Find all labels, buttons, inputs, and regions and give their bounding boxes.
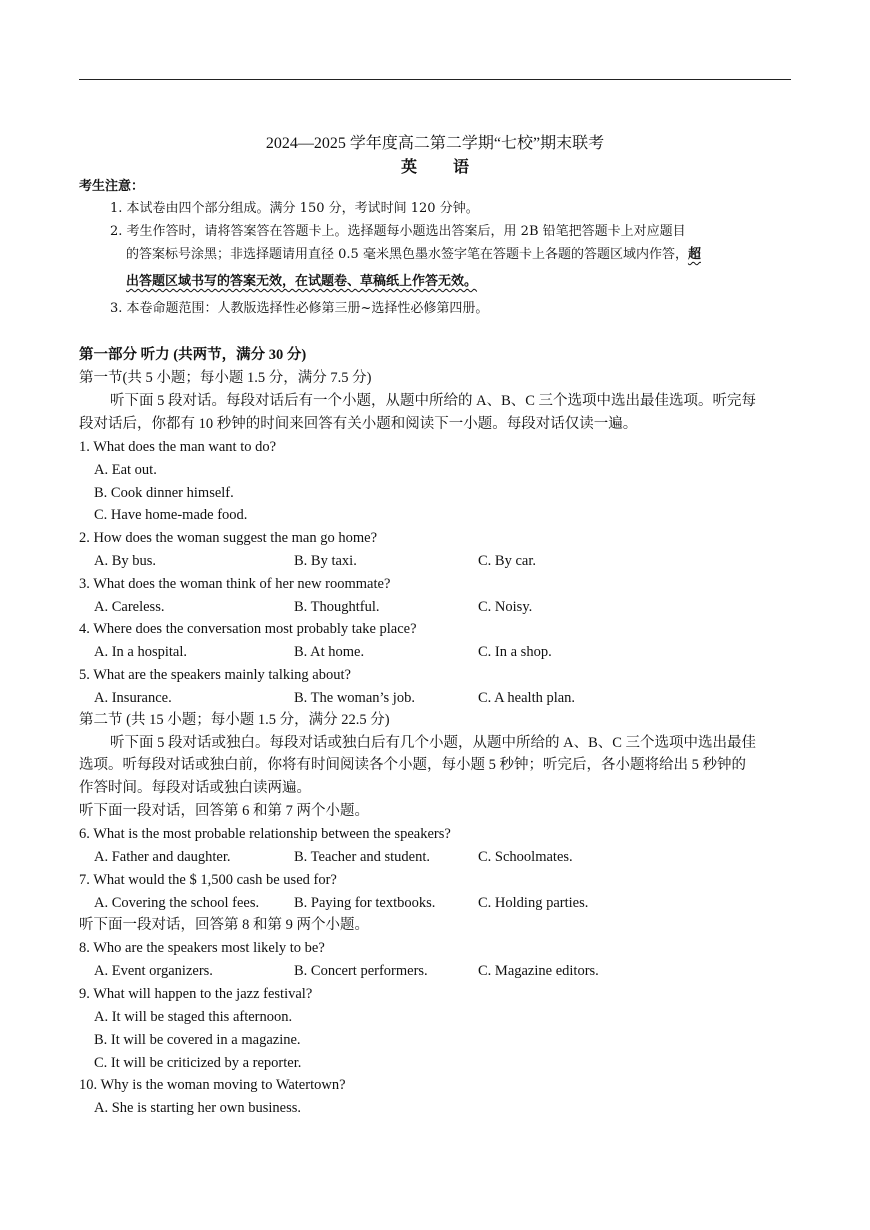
question-4-option-c: C. In a shop. [478,644,552,660]
question-2-stem: 2. How does the woman suggest the man go home? [79,530,378,546]
exam-title: 2024—2025 学年度高二第二学期“七校”期末联考 [265,135,605,152]
question-8-option-c: C. Magazine editors. [478,963,599,979]
question-4-option-a: A. In a hospital. [94,644,188,660]
section1-instructions-line-1: 听下面 5 段对话。每段对话后有一个小题，从题中所给的 A、B、C 三个选项中选出最佳选项。听完每 [110,393,757,409]
question-3-option-a: A. Careless. [94,599,165,615]
question-7-stem: 7. What would the $ 1,500 cash be used for? [79,872,337,888]
notice-item-3: 3. 本卷命题范围：人教版选择性必修第三册~选择性必修第四册。 [110,301,489,316]
question-6-option-a: A. Father and daughter. [94,849,231,865]
part1-heading: 第一部分 听力 (共两节，满分 30 分) [79,347,307,363]
notice-item-2-line-2 [126,245,701,265]
section2-instructions-line-3: 作答时间。每段对话或独白读两遍。 [79,780,311,796]
question-2-option-c: C. By car. [478,553,536,569]
question-7-option-c: C. Holding parties. [478,895,589,911]
question-9-option-a: A. It will be staged this afternoon. [94,1009,293,1025]
section1-instructions-line-2: 段对话后，你都有 10 秒钟的时间来回答有关小题和阅读下一小题。每段对话仅读一遍。 [79,416,638,432]
question-7-option-b: B. Paying for textbooks. [294,895,436,911]
question-5-option-a: A. Insurance. [94,690,172,706]
question-9-stem: 9. What will happen to the jazz festival? [79,986,313,1002]
group-1-instructions: 听下面一段对话，回答第 6 和第 7 两个小题。 [79,803,369,819]
question-8-stem: 8. Who are the speakers most likely to be? [79,940,325,956]
notice-item-2-line-1: 2. 考生作答时，请将答案答在答题卡上。选择题每小题选出答案后，用 2B 铅笔把答题卡上对应题目 [110,224,686,239]
question-2-option-a: A. By bus. [94,553,157,569]
section2-instructions-line-2: 选项。听每段对话或独白前，你将有时间阅读各个小题，每小题 5 秒钟；听完后，各小题将给出 5 秒钟的 [79,757,746,773]
question-9-option-c: C. It will be criticized by a reporter. [94,1055,302,1071]
section2-heading: 第二节 (共 15 小题；每小题 1.5 分，满分 22.5 分) [79,712,390,728]
question-5-stem: 5. What are the speakers mainly talking about? [79,667,351,683]
question-5-option-b: B. The woman’s job. [294,690,415,706]
notice-heading: 考生注意： [79,179,145,194]
question-5-option-c: C. A health plan. [478,690,576,706]
subject-title: 英语 [400,159,505,176]
question-9-option-b: B. It will be covered in a magazine. [94,1032,301,1048]
question-2-option-b: B. By taxi. [294,553,357,569]
question-4-stem: 4. Where does the conversation most probably take place? [79,621,417,637]
notice-item-2-plain: 的答案标号涂黑；非选择题请用直径 0.5 毫米黑色墨水签字笔在答题卡上各题的答题区域内作答， [126,247,688,262]
notice-item-2-emphasis: 超 [687,247,701,262]
question-8-option-a: A. Event organizers. [94,963,213,979]
question-3-option-c: C. Noisy. [478,599,533,615]
notice-item-2-emphasis-cont: 出答题区域书写的答案无效，在试题卷、草稿纸上作答无效。 [126,274,478,289]
question-6-option-c: C. Schoolmates. [478,849,573,865]
question-1-option-a: A. Eat out. [94,462,157,478]
section1-heading: 第一节(共 5 小题；每小题 1.5 分，满分 7.5 分) [79,370,372,386]
section2-instructions-line-1: 听下面 5 段对话或独白。每段对话或独白后有几个小题，从题中所给的 A、B、C 三个选项中选出最佳 [110,735,757,751]
question-8-option-b: B. Concert performers. [294,963,428,979]
notice-item-1: 1. 本试卷由四个部分组成。满分 150 分，考试时间 120 分钟。 [110,201,479,216]
question-3-option-b: B. Thoughtful. [294,599,380,615]
top-rule [79,79,791,80]
question-7-option-a: A. Covering the school fees. [94,895,260,911]
question-3-stem: 3. What does the woman think of her new roommate? [79,576,391,592]
question-6-stem: 6. What is the most probable relationship between the speakers? [79,826,451,842]
question-10-option-a: A. She is starting her own business. [94,1100,302,1116]
question-1-option-c: C. Have home-made food. [94,507,248,523]
question-4-option-b: B. At home. [294,644,365,660]
notice-item-2-line-3 [126,272,477,292]
question-10-stem: 10. Why is the woman moving to Watertown? [79,1077,346,1093]
question-1-option-b: B. Cook dinner himself. [94,485,234,501]
question-6-option-b: B. Teacher and student. [294,849,431,865]
question-1-stem: 1. What does the man want to do? [79,439,277,455]
group-2-instructions: 听下面一段对话，回答第 8 和第 9 两个小题。 [79,917,369,933]
